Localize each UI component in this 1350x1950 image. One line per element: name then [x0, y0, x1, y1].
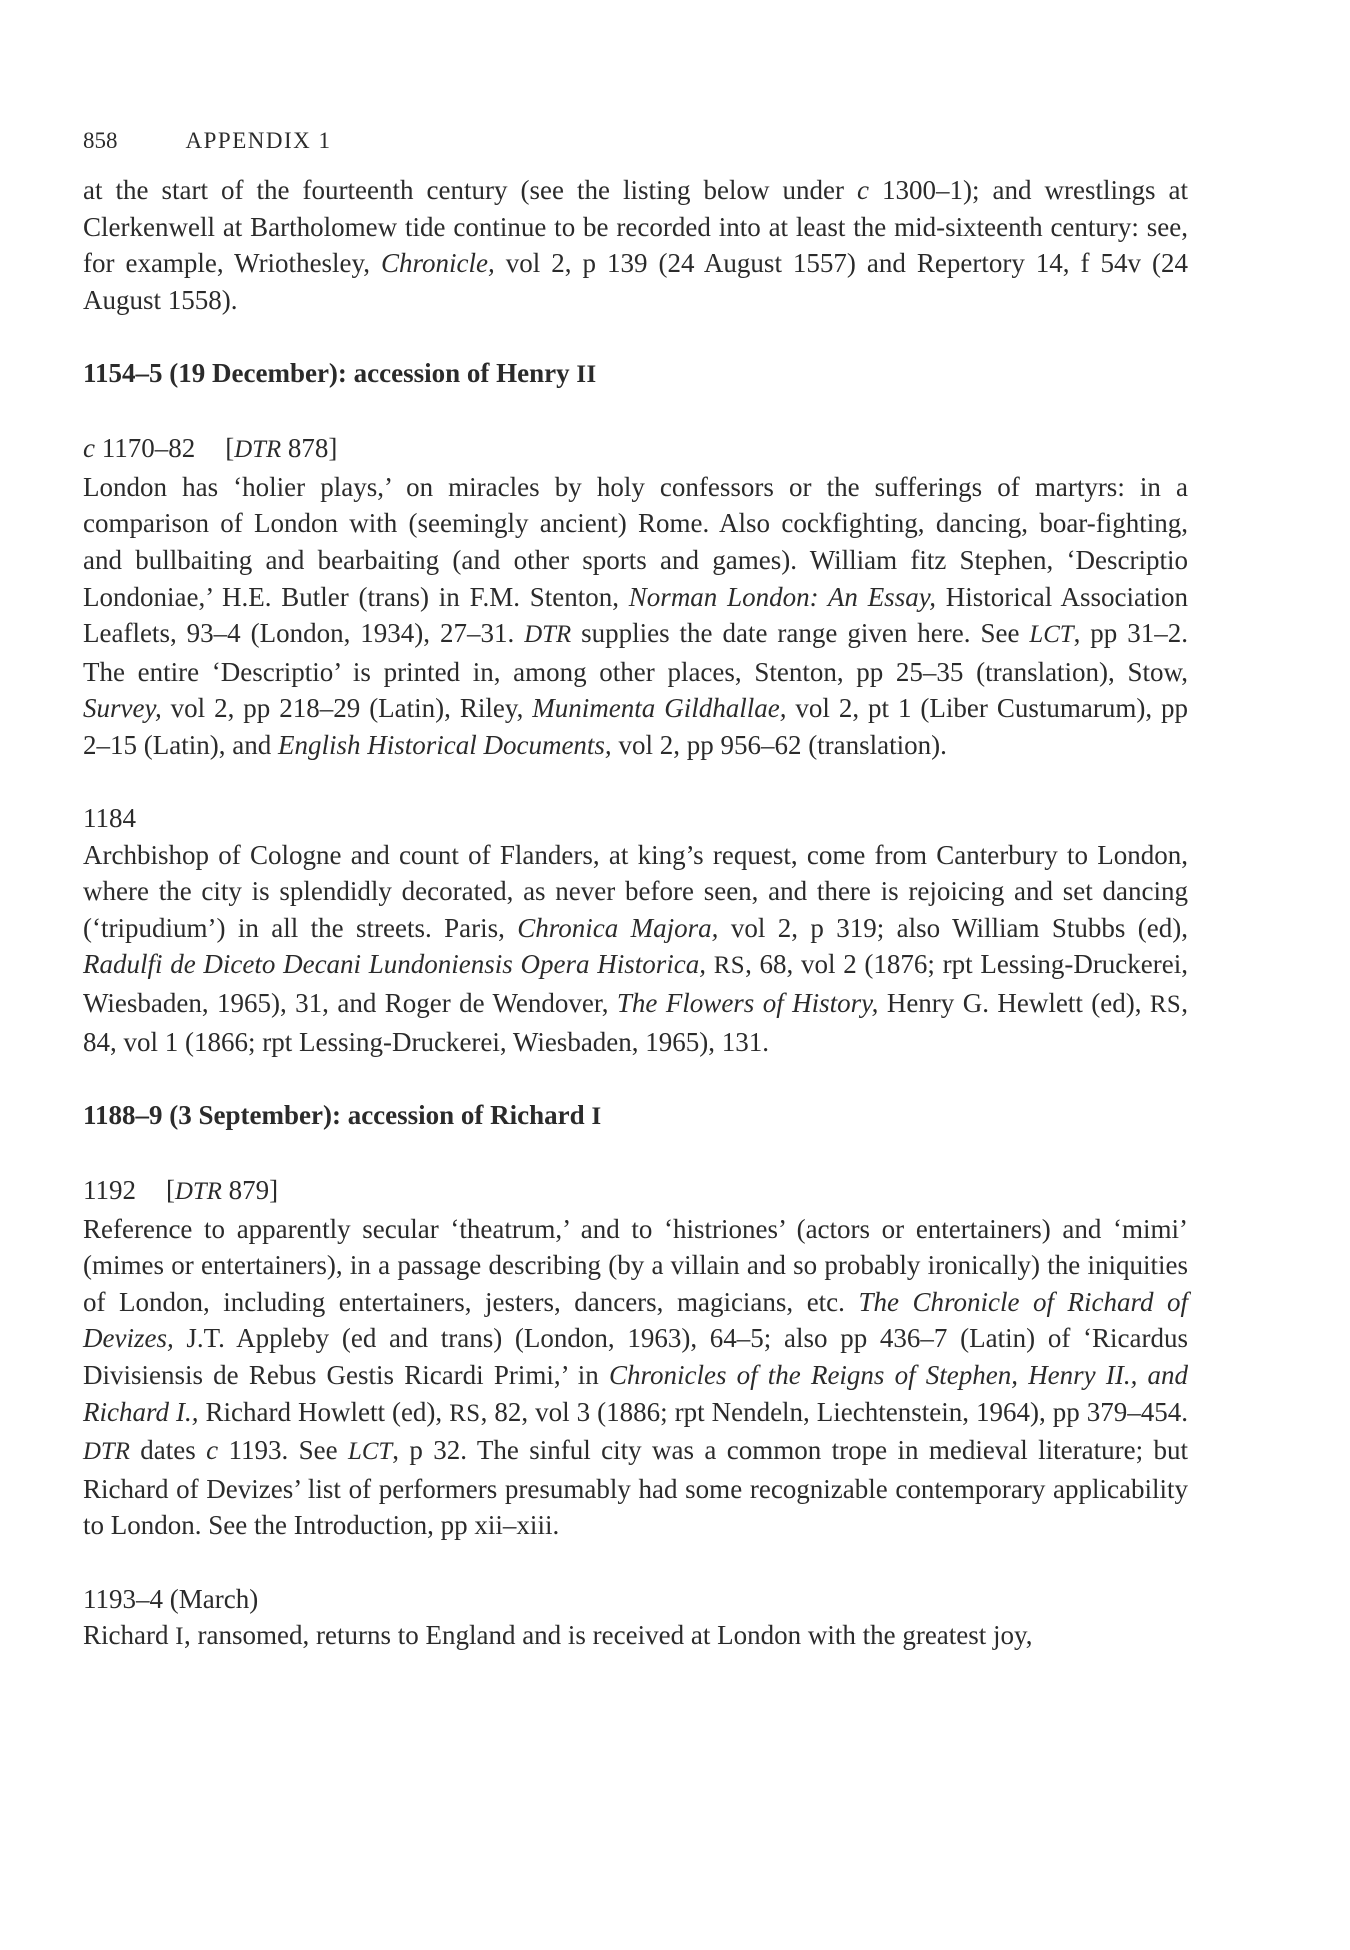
entry-date-1193: 1193–4 (March) [83, 1583, 259, 1614]
entry-body-1193: Richard I, ransomed, returns to England and is received at London with the greatest joy, [83, 1620, 1033, 1651]
entry-body-1184: Archbishop of Cologne and count of Flanders, at king’s request, come from Canterbury to London, where the city is splendidly decorated, as never before seen, and there is rejoicing and set dancing (‘tripudium’) in all the streets. Paris, Chronica Majora, vol 2, p 319; also William Stubbs (ed), Radulfi de Diceto Decani Lundoniensis Opera Historica, RS, 68, vol 2 (1876; rpt Lessing-Druckerei, Wiesbaden, 1965), 31, and Roger de Wendover, The Flowers of History, Henry G. Hewlett (ed), RS, 84, vol 1 (1866; rpt Lessing-Druckerei, Wiesbaden, 1965), 131. [83, 839, 1189, 1057]
section-heading-henry: 1154–5 (19 December): accession of Henry II [83, 357, 597, 388]
intro-paragraph: at the start of the fourteenth century (see the listing below under c 1300–1); and wrestlings at Clerkenwell at Bartholomew tide continue to be recorded into at least the mid-sixteenth century: see, for example, Wriothesley, Chronicle, vol 2, p 139 (24 August 1557) and Repertory 14, f 54v (24 August 1558). [83, 175, 1188, 315]
entry-date-1192: 1192 [DTR 879] [83, 1175, 279, 1206]
entry-date-1184: 1184 [83, 803, 136, 834]
entry-body-1170: London has ‘holier plays,’ on miracles by holy confessors or the sufferings of martyrs: in a comparison of London with (seemingly ancient) Rome. Also cockfighting, dancing, boar-fighting, and bullbaiting and bearbaiting (and other sports and games). William fitz Stephen, ‘Descriptio Londoniae,’ H.E. Butler (trans) in F.M. Stenton, Norman London: An Essay, Historical Association Leaflets, 93–4 (London, 1934), 27–31. DTR supplies the date range given here. See LCT, pp 31–2. The entire ‘Descriptio’ is printed in, among other places, Stenton, pp 25–35 (translation), Stow, Survey, vol 2, pp 218–29 (Latin), Riley, Munimenta Gildhallae, vol 2, pt 1 (Liber Custumarum), pp 2–15 (Latin), and English Historical Documents, vol 2, pp 956–62 (translation). [83, 471, 1189, 760]
section-heading-richard: 1188–9 (3 September): accession of Richard I [83, 1099, 602, 1130]
page-number: 858 [83, 128, 118, 153]
entry-date-1170: c 1170–82 [DTR 878] [83, 433, 338, 464]
running-head [83, 124, 1188, 158]
entry-body-1192: Reference to apparently secular ‘theatrum,’ and to ‘histriones’ (actors or entertainers) and ‘mimi’ (mimes or entertainers), in a passage describing (by a villain and so probably ironically) the iniquities of London, including entertainers, jesters, dancers, magicians, etc. The Chronicle of Richard of Devizes, J.T. Appleby (ed and trans) (London, 1963), 64–5; also pp 436–7 (Latin) of ‘Ricardus Divisiensis de Rebus Gestis Ricardi Primi,’ in Chronicles of the Reigns of Stephen, Henry II., and Richard I., Richard Howlett (ed), RS, 82, vol 3 (1886; rpt Nendeln, Liechtenstein, 1964), pp 379–454. DTR dates c 1193. See LCT, p 32. The sinful city was a common trope in medieval literature; but Richard of Devizes’ list of performers presumably had some recognizable contemporary applicability to London. See the Introduction, pp xii–xiii. [83, 1213, 1189, 1541]
running-head-title: APPENDIX 1 [185, 128, 332, 153]
document-page [83, 124, 1188, 1656]
